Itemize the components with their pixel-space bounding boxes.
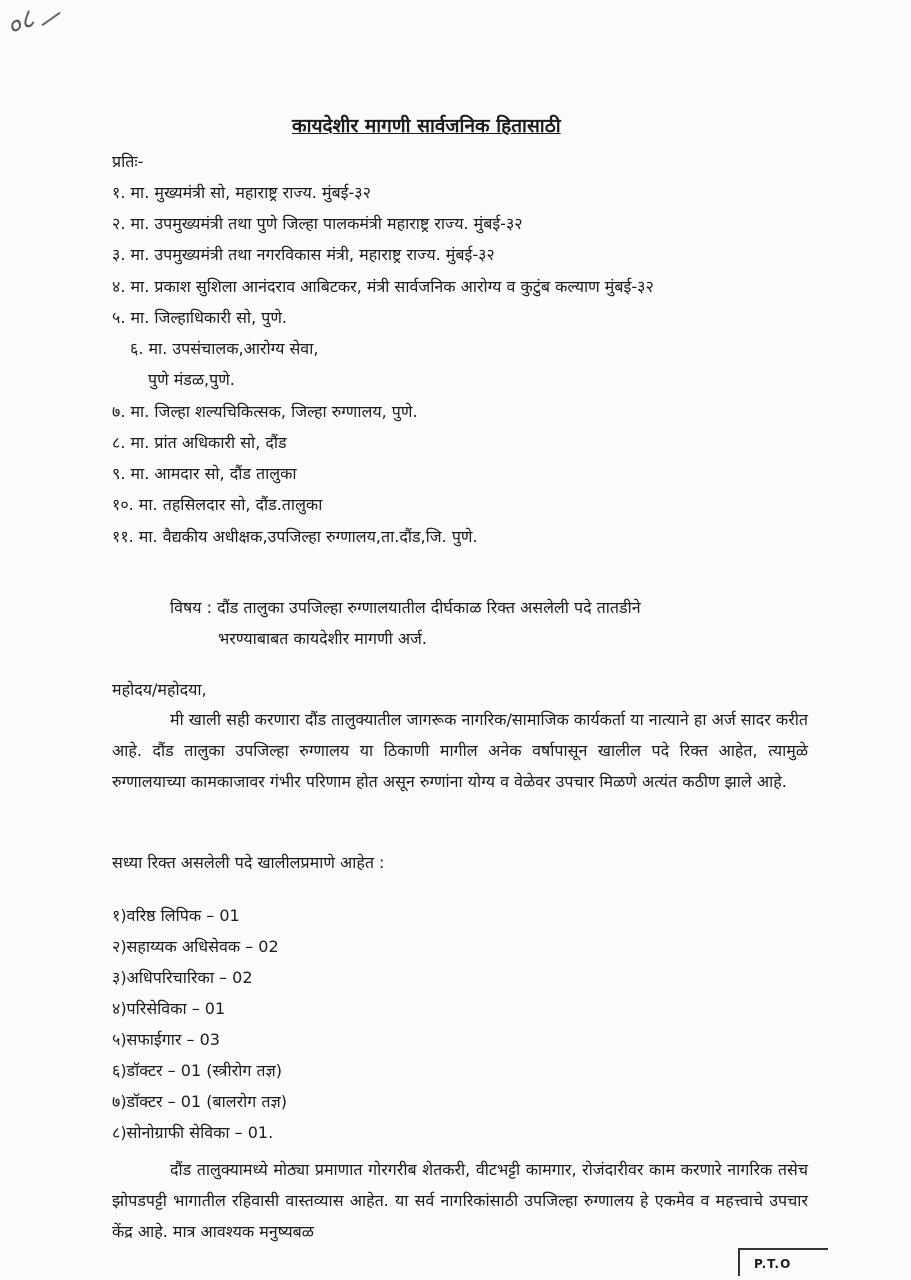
vacancy-item: ३)अधिपरिचारिका – 02 bbox=[112, 968, 253, 987]
body-paragraph: मी खाली सही करणारा दौंड तालुक्यातील जागरूक नागरिक/सामाजिक कार्यकर्ता या नात्याने हा अर्ज सादर करीत आहे. दौंड तालुका उपजिल्हा रुग्णालय या ठिकाणी मागील अनेक वर्षापासून खालील पदे रिक्त आहेत, त्यामुळे रुग्णालयाच्या कामकाजावर गंभीर परिणाम होत असून रुग्णांना योग्य व वेळेवर उपचार मिळणे अत्यंत कठीण झाले आहे. bbox=[112, 710, 808, 791]
vacancy-item: २)सहाय्यक अधिसेवक – 02 bbox=[112, 937, 279, 956]
vacancy-item: ८)सोनोग्राफी सेविका – 01. bbox=[112, 1123, 274, 1142]
recipient-line: ६. मा. उपसंचालक,आरोग्य सेवा, bbox=[130, 339, 319, 358]
pto-box: P.T.O bbox=[738, 1248, 828, 1276]
body-paragraph: दौंड तालुक्यामध्ये मोठ्या प्रमाणात गोरगरीब शेतकरी, वीटभट्टी कामगार, रोजंदारीवर काम करणारे नागरिक तसेच झोपडपट्टी भागातील रहिवासी वास्तव्यास आहेत. या सर्व नागरिकांसाठी उपजिल्हा रुग्णालय हे एकमेव व महत्त्वाचे उपचार केंद्र आहे. मात्र आवश्यक मनुष्यबळ bbox=[112, 1160, 808, 1241]
recipient-line: ८. मा. प्रांत अधिकारी सो, दौंड bbox=[112, 433, 287, 452]
pen-stroke bbox=[41, 12, 60, 26]
vacancy-intro: सध्या रिक्त असलेली पदे खालीलप्रमाणे आहेत : bbox=[112, 853, 385, 872]
recipient-line: १. मा. मुख्यमंत्री सो, महाराष्ट्र राज्य. मुंबई-३२ bbox=[112, 183, 371, 202]
to-label: प्रतिः- bbox=[112, 152, 144, 171]
recipient-line: ३. मा. उपमुख्यमंत्री तथा नगरविकास मंत्री, महाराष्ट्र राज्य. मुंबई-३२ bbox=[112, 245, 495, 264]
subject-line: विषय : दौंड तालुका उपजिल्हा रुग्णालयातील दीर्घकाळ रिक्त असलेली पदे तातडीने bbox=[170, 598, 641, 617]
recipient-line: ९. मा. आमदार सो, दौंड तालुका bbox=[112, 464, 297, 483]
recipient-line: पुणे मंडळ,पुणे. bbox=[148, 370, 235, 389]
recipient-line: ५. मा. जिल्हाधिकारी सो, पुणे. bbox=[112, 308, 287, 327]
vacancy-item: ४)परिसेविका – 01 bbox=[112, 999, 226, 1018]
page-number-mark: ०८ bbox=[1, 4, 40, 44]
vacancy-item: ६)डॉक्टर – 01 (स्त्रीरोग तज्ञ) bbox=[112, 1061, 283, 1080]
subject-line: भरण्याबाबत कायदेशीर मागणी अर्ज. bbox=[218, 629, 428, 648]
recipient-line: ४. मा. प्रकाश सुशिला आनंदराव आबिटकर, मंत्री सार्वजनिक आरोग्य व कुटुंब कल्याण मुंबई-३२ bbox=[112, 277, 654, 296]
vacancy-item: ७)डॉक्टर – 01 (बालरोग तज्ञ) bbox=[112, 1092, 287, 1111]
recipient-line: १०. मा. तहसिलदार सो, दौंड.तालुका bbox=[112, 495, 323, 514]
vacancy-item: १)वरिष्ठ लिपिक – 01 bbox=[112, 906, 240, 925]
salutation: महोदय/महोदया, bbox=[112, 680, 207, 699]
recipient-line: ११. मा. वैद्यकीय अधीक्षक,उपजिल्हा रुग्णालय,ता.दौंड,जि. पुणे. bbox=[112, 527, 478, 546]
letter-title: कायदेशीर मागणी सार्वजनिक हितासाठी bbox=[292, 115, 561, 137]
recipient-line: २. मा. उपमुख्यमंत्री तथा पुणे जिल्हा पालकमंत्री महाराष्ट्र राज्य. मुंबई-३२ bbox=[112, 214, 523, 233]
vacancy-item: ५)सफाईगार – 03 bbox=[112, 1030, 220, 1049]
recipient-line: ७. मा. जिल्हा शल्यचिकित्सक, जिल्हा रुग्णालय, पुणे. bbox=[112, 402, 418, 421]
